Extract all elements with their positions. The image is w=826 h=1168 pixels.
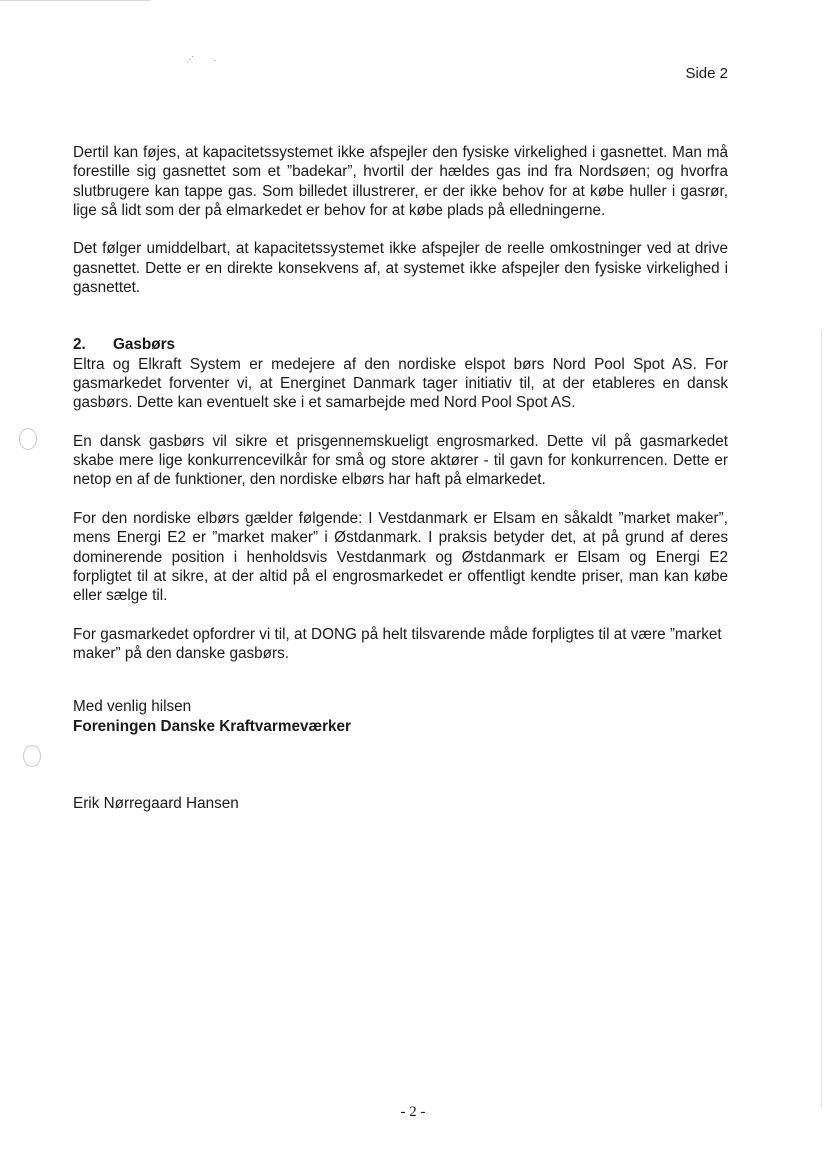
letter-body (73, 143, 728, 813)
paragraph: Eltra og Elkraft System er medejere af den nordiske elspot børs Nord Pool Spot AS. For gasmarkedet forventer vi, at Energinet Danmark tager initiativ til, at der etableres en dansk gasbørs. Dette kan eventuelt ske i et samarbejde med Nord Pool Spot AS. (73, 355, 728, 412)
section-heading (73, 335, 728, 354)
paragraph: En dansk gasbørs vil sikre et prisgennemskueligt engrosmarked. Dette vil på gasmarkedet skabe mere lige konkurrencevilkår for små og store aktører - til gavn for konkurrencen. Dette er netop en af de funktioner, den nordiske elbørs har haft på elmarkedet. (73, 432, 728, 489)
section-title: Gasbørs (113, 336, 176, 354)
paragraph: For gasmarkedet opfordrer vi til, at DONG på helt tilsvarende måde forpligtes til at være ”market maker” på den danske gasbørs. (73, 625, 722, 663)
signer-name: Erik Nørregaard Hansen (73, 795, 239, 813)
paragraph: For den nordiske elbørs gælder følgende: I Vestdanmark er Elsam en såkaldt ”market maker”, mens Energi E2 er ”market maker” i Østdanmark. I praksis betyder det, at på grund af deres dominerende position i henholdsvis Vestdanmark og Østdanmark er Elsam og Energi E2 forpligtet til at sikre, at der altid på el engrosmarkedet er offentligt kendte priser, man kan købe eller sælge til. (73, 510, 728, 605)
scan-right-edge (821, 330, 822, 1108)
page-side-label: Side 2 (685, 65, 728, 82)
page-number: - 2 - (400, 1104, 426, 1120)
section-number: 2. (73, 336, 86, 354)
scan-edge-line (0, 0, 150, 3)
punch-hole-mark (23, 745, 41, 767)
paragraph: Dertil kan føjes, at kapacitetssystemet ikke afspejler den fysiske virkelighed i gasnettet. Man må forestille sig gasnettet som et ”badekar”, hvortil der hældes gas ind fra Nordsøen; og hvorfra slutbrugere kan tappe gas. Som billedet illustrerer, er der ikke behov for at købe huller i gasrør, lige så lidt som der på elmarkedet er behov for at købe plads på elledningerne. (73, 144, 728, 219)
closing-greeting: Med venlig hilsen (73, 698, 192, 716)
scan-specks: ⋰ ⸳ (186, 55, 217, 64)
punch-hole-mark (19, 428, 37, 450)
paragraph: Det følger umiddelbart, at kapacitetssystemet ikke afspejler de reelle omkostninger ved at drive gasnettet. Dette er en direkte konsekvens af, at systemet ikke afspejler den fysiske virkelighed i gasnettet. (73, 240, 728, 297)
sender-organization: Foreningen Danske Kraftvarmeværker (73, 717, 352, 735)
